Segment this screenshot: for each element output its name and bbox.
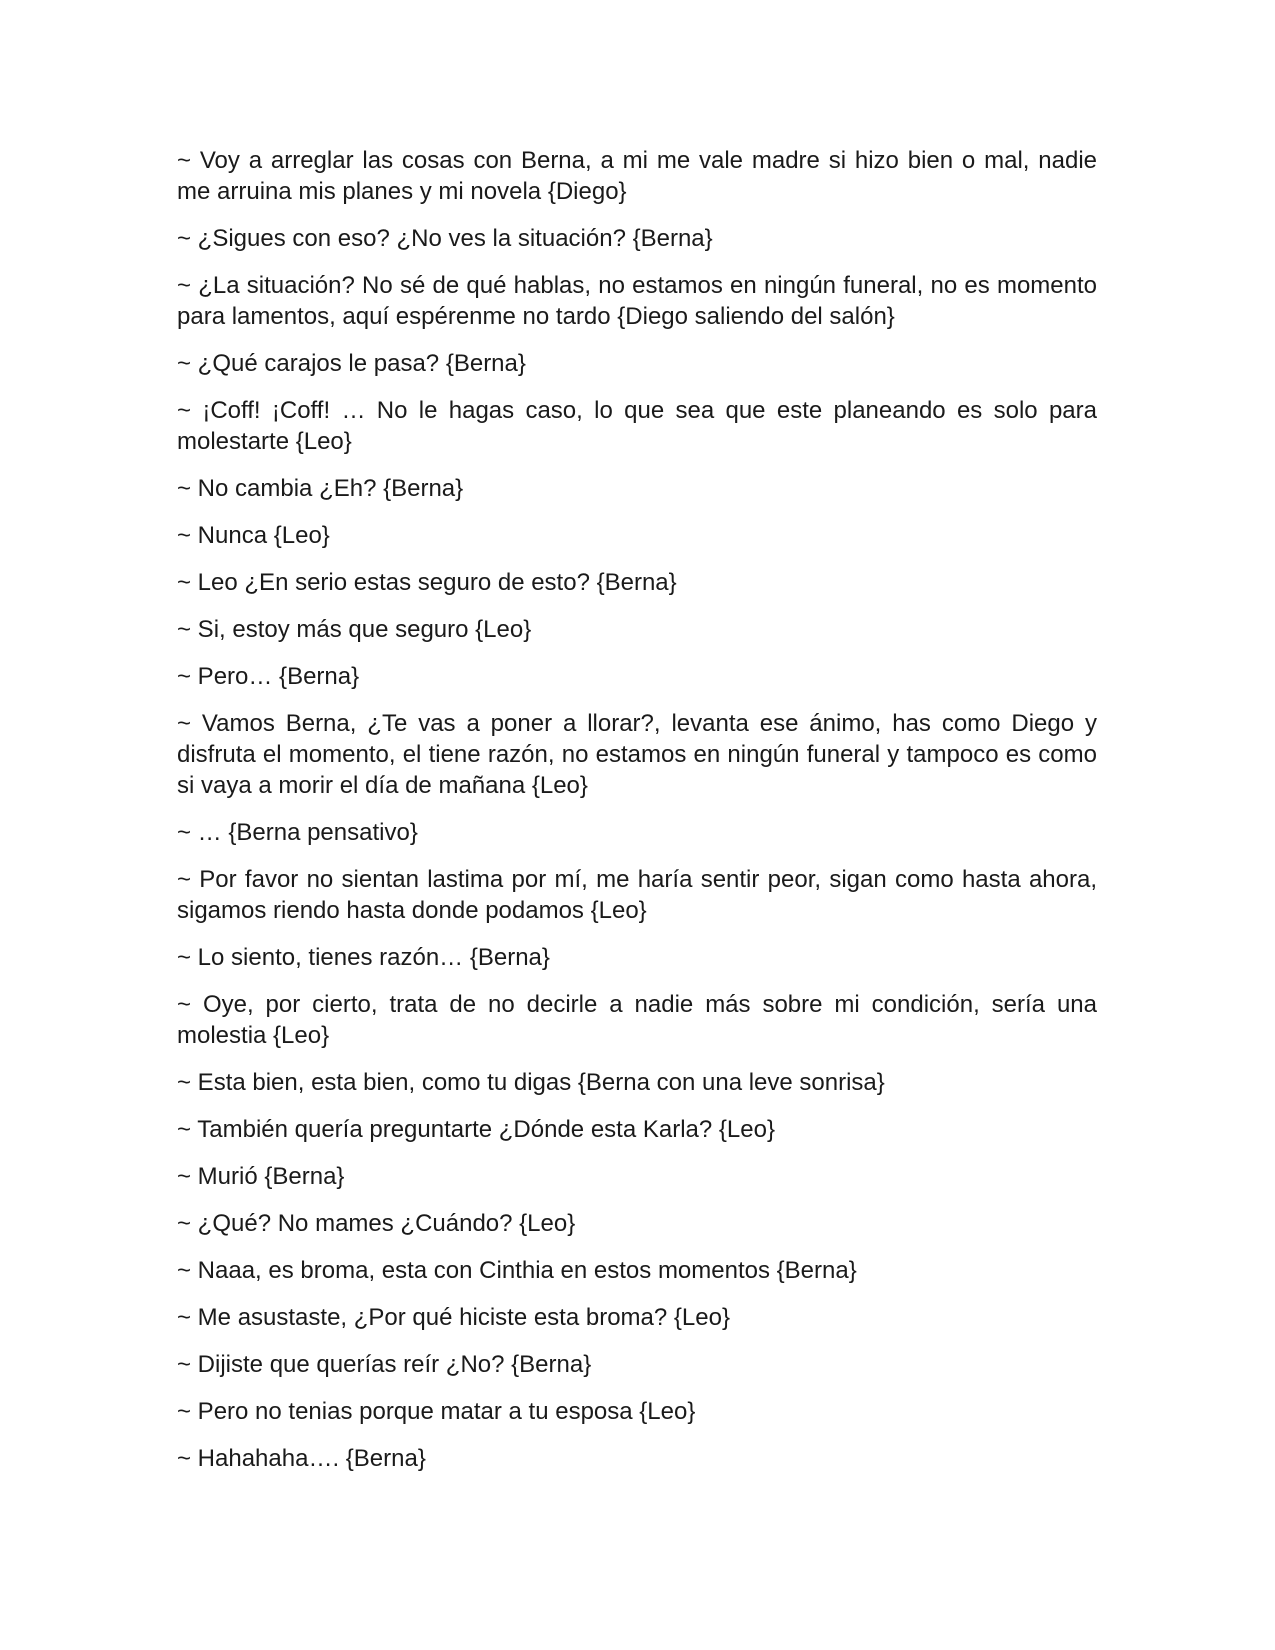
dialogue-line: ~ ¿Sigues con eso? ¿No ves la situación? {Berna} — [177, 225, 713, 252]
dialogue-line: ~ Nunca {Leo} — [177, 522, 330, 549]
dialogue-line: ~ Si, estoy más que seguro {Leo} — [177, 616, 532, 643]
dialogue-text — [177, 145, 1097, 1490]
dialogue-line: ~ Hahahaha…. {Berna} — [177, 1445, 426, 1472]
dialogue-line: ~ ¿Qué? No mames ¿Cuándo? {Leo} — [177, 1210, 576, 1237]
dialogue-line: ~ Dijiste que querías reír ¿No? {Berna} — [177, 1351, 592, 1378]
dialogue-line: ~ Oye, por cierto, trata de no decirle a nadie más sobre mi condición, sería una molestia {Leo} — [177, 991, 1097, 1049]
dialogue-line: ~ No cambia ¿Eh? {Berna} — [177, 475, 464, 502]
dialogue-line: ~ Naaa, es broma, esta con Cinthia en estos momentos {Berna} — [177, 1257, 857, 1284]
dialogue-line: ~ Pero no tenias porque matar a tu esposa {Leo} — [177, 1398, 696, 1425]
dialogue-line: ~ Voy a arreglar las cosas con Berna, a mi me vale madre si hizo bien o mal, nadie me arruina mis planes y mi novela {Diego} — [177, 147, 1097, 205]
dialogue-line: ~ ¡Coff! ¡Coff! … No le hagas caso, lo que sea que este planeando es solo para molestarte {Leo} — [177, 397, 1097, 455]
dialogue-line: ~ Vamos Berna, ¿Te vas a poner a llorar?, levanta ese ánimo, has como Diego y disfruta el momento, el tiene razón, no estamos en ningún funeral y tampoco es como si vaya a morir el día de mañana {Leo} — [177, 710, 1097, 799]
dialogue-line: ~ Leo ¿En serio estas seguro de esto? {Berna} — [177, 569, 677, 596]
dialogue-line: ~ Esta bien, esta bien, como tu digas {Berna con una leve sonrisa} — [177, 1069, 885, 1096]
dialogue-line: ~ Pero… {Berna} — [177, 663, 360, 690]
dialogue-line: ~ … {Berna pensativo} — [177, 819, 418, 846]
dialogue-line: ~ ¿Qué carajos le pasa? {Berna} — [177, 350, 526, 377]
dialogue-line: ~ Me asustaste, ¿Por qué hiciste esta broma? {Leo} — [177, 1304, 730, 1331]
dialogue-line: ~ Lo siento, tienes razón… {Berna} — [177, 944, 550, 971]
dialogue-line: ~ ¿La situación? No sé de qué hablas, no estamos en ningún funeral, no es momento para lamentos, aquí espérenme no tardo {Diego saliendo del salón} — [177, 272, 1097, 330]
dialogue-line: ~ Murió {Berna} — [177, 1163, 345, 1190]
dialogue-line: ~ También quería preguntarte ¿Dónde esta Karla? {Leo} — [177, 1116, 775, 1143]
dialogue-line: ~ Por favor no sientan lastima por mí, me haría sentir peor, sigan como hasta ahora, sigamos riendo hasta donde podamos {Leo} — [177, 866, 1097, 924]
